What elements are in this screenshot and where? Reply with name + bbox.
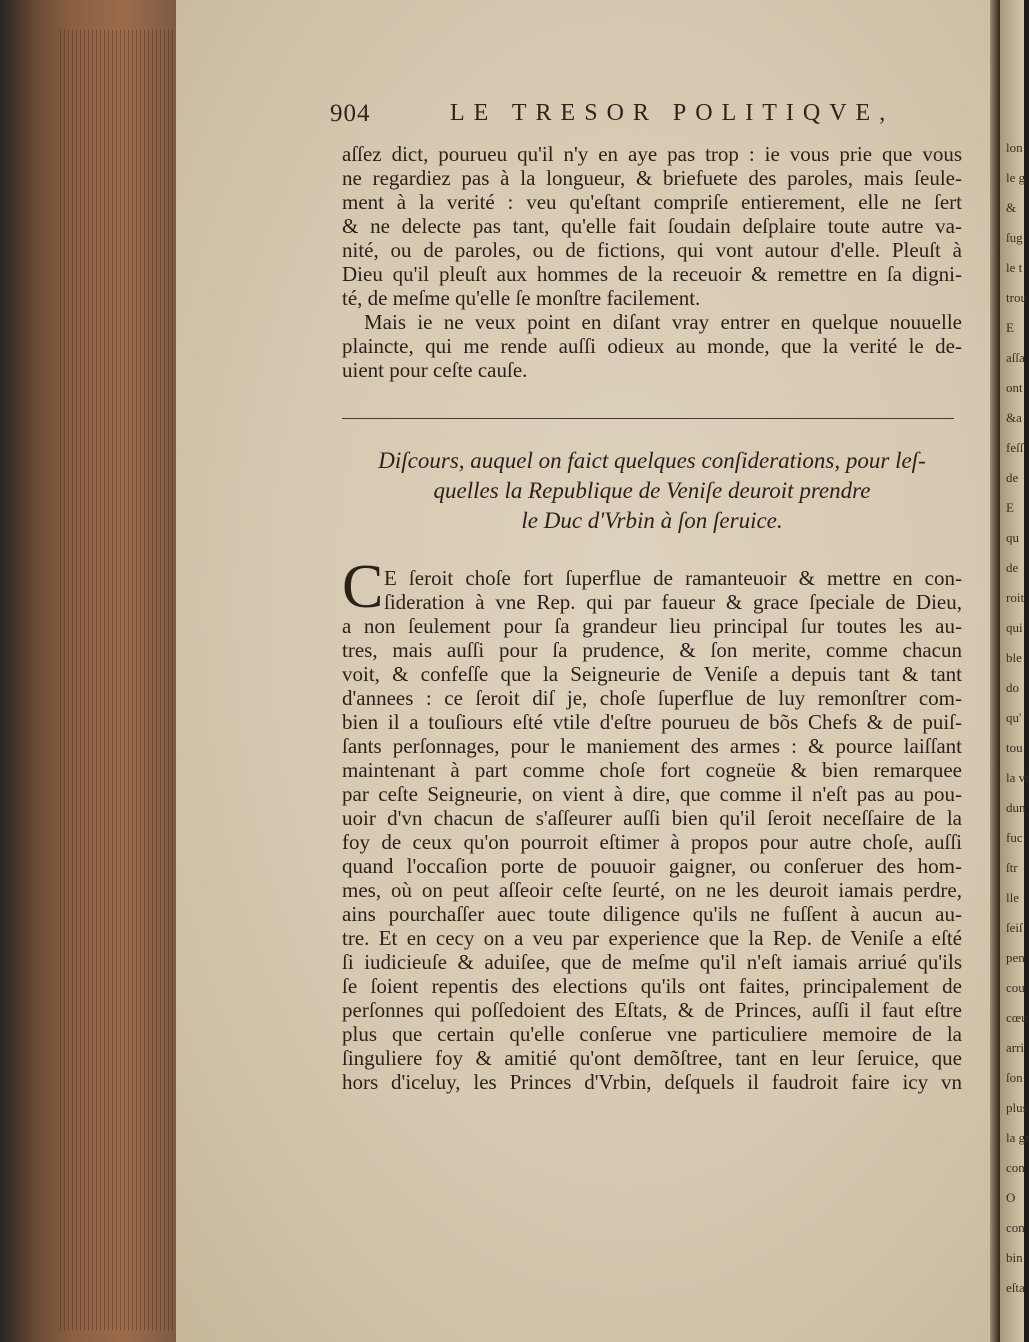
text-line: quand l'occaſion porte de pouuoir gaigner, ou conſeruer des hom- [342,854,962,878]
text-line: plaincte, qui me rende auſſi odieux au monde, que la verité le de- [342,334,962,358]
body-paragraph [342,566,962,1094]
facing-page-text-fragment: la vi [1006,770,1029,785]
facing-page-text-fragment: roit [1006,590,1025,605]
facing-page-text-fragment: arri [1006,1040,1025,1055]
facing-page-text-fragment: E [1006,500,1014,515]
text-line: hors d'iceluy, les Princes d'Vrbin, deſquels il faudroit faire icy vn [342,1070,962,1094]
text-line: voit, & confeſſe que la Seigneurie de Veniſe a depuis tant & tant [342,662,962,686]
top-paragraph [342,142,962,382]
page-number: 904 [330,100,371,127]
facing-page-text-fragment: eſta [1006,1280,1025,1295]
text-line: ſe ſoient repentis des elections qu'ils ont faites, principalement de [342,974,962,998]
heading-line: le Duc d'Vrbin à ſon ſeruice. [521,508,783,533]
text-line: aſſez dict, pourueu qu'il n'y en aye pas trop : ie vous prie que vous [342,142,962,166]
facing-page-text-fragment: pen [1006,950,1025,965]
text-line: ſinguliere foy & amitié qu'ont demõſtree, tant en leur ſeruice, que [342,1046,962,1070]
text-line: nité, ou de paroles, ou de fictions, qui vont autour d'elle. Pleuſt à [342,238,962,262]
text-line: Mais ie ne veux point en diſant vray entrer en quelque nouuelle [364,310,962,334]
facing-page-text-fragment: plus [1006,1100,1028,1115]
text-line: perſonnes qui poſſedoient des Eſtats, & de Princes, auſſi il faut eſtre [342,998,962,1022]
text-line: a non ſeulement pour ſa grandeur lieu principal ſur toutes les au- [342,614,962,638]
facing-page-text-fragment: ſeiſ [1006,920,1023,935]
facing-page-text-fragment: le t [1006,260,1023,275]
facing-page-text-fragment: ont [1006,380,1023,395]
facing-page-text-fragment: lle [1006,890,1019,905]
facing-page-text-fragment: O [1006,1190,1016,1205]
section-rule [342,418,954,419]
text-line: ſideration à vne Rep. qui par faueur & grace ſpeciale de Dieu, [384,590,962,614]
facing-page-text-fragment: ſtr [1006,860,1018,875]
facing-page-text-fragment: de [1006,560,1019,575]
text-line: Dieu qu'il pleuſt aux hommes de la receuoir & remettre en ſa digni- [342,262,962,286]
facing-page-text-fragment: de [1006,470,1019,485]
text-line: plus que certain qu'elle conſerue vne particuliere memoire de la [342,1022,962,1046]
facing-page-text-fragment: fuc [1006,830,1023,845]
facing-page-text-fragment: tou [1006,740,1023,755]
text-line: E ſeroit choſe fort ſuperflue de ramanteuoir & mettre en con- [384,566,962,590]
facing-page-text-fragment: qu [1006,530,1019,545]
facing-page-text-fragment: ble [1006,650,1022,665]
facing-page-text-fragment: & [1006,200,1017,215]
facing-page-text-fragment: qu' [1006,710,1022,725]
text-line: ment à la verité : veu qu'eſtant compriſe entierement, elle ne ſert [342,190,962,214]
heading-line: quelles la Republique de Veniſe deuroit prendre [433,478,871,503]
text-line: foy de ceux qu'on pourroit eſtimer à propos pour autre choſe, auſſi [342,830,962,854]
text-line: d'annees : ce ſeroit diſ je, choſe ſuperflue de luy remonſtrer com- [342,686,962,710]
facing-page-text-fragment: le g [1006,170,1026,185]
text-line: té, de meſme qu'elle ſe monſtre facilement. [342,286,701,310]
text-line: uoir d'vn chacun de s'aſſeurer auſſi bien qu'il ſeroit neceſſaire de la [342,806,962,830]
facing-page-text-fragment: lon [1006,140,1023,155]
facing-page-fragment [1000,0,1029,1342]
text-line: ains pourchaſſer auec toute diligence qu'ils ne fuſſent à aucun au- [342,902,962,926]
page-header [330,100,895,140]
text-line: ſants perſonnages, pour le maniement des armes : & pource laiſſant [342,734,962,758]
facing-page-text-fragment: dun [1006,800,1026,815]
facing-page-text-fragment: ſug [1006,230,1023,245]
section-heading [342,446,962,536]
facing-page-text-fragment: la gr [1006,1130,1029,1145]
facing-page-text-fragment: bin [1006,1250,1023,1265]
drop-cap: C [342,553,384,621]
facing-page-text-fragment: feſſ [1006,440,1024,455]
book-gutter [990,0,1000,1342]
facing-page-text-fragment: aſſa [1006,350,1025,365]
facing-page-text-fragment: cou [1006,980,1025,995]
facing-page-text-fragment: con [1006,1160,1025,1175]
text-line: par ceſte Seigneurie, on vient à dire, que comme il n'eſt pas au pou- [342,782,962,806]
facing-page-text-fragment: do [1006,680,1019,695]
facing-page-text-fragment: qui [1006,620,1023,635]
facing-page-text-fragment: trou [1006,290,1027,305]
facing-page-text-fragment: &a [1006,410,1022,425]
text-line: uient pour ceſte cauſe. [342,358,528,382]
heading-line: Diſcours, auquel on faict quelques conſiderations, pour leſ- [378,448,926,473]
facing-page-text-fragment: con [1006,1220,1025,1235]
text-line: ſi iudicieuſe & aduiſee, que de meſme qu'il n'eſt iamais arriué qu'ils [342,950,962,974]
running-title: LE TRESOR POLITIQVE, [450,100,895,126]
facing-page-text-fragment: E [1006,320,1014,335]
page-edge-lines [60,30,178,1330]
text-line: ne regardiez pas à la longueur, & briefuete des paroles, mais ſeule- [342,166,962,190]
text-line: tre. Et en cecy on a veu par experience que la Rep. de Veniſe a eſté [342,926,962,950]
facing-page-text-fragment: cœu [1006,1010,1028,1025]
text-line: tres, mais auſſi pour ſa prudence, & ſon merite, comme chacun [342,638,962,662]
text-line: bien il a touſiours eſté vtile d'eſtre pourueu de bõs Chefs & de puiſ- [342,710,962,734]
text-line: mes, où on peut aſſeoir ceſte ſeurté, on ne les deuroit iamais perdre, [342,878,962,902]
facing-page-text-fragment: ſon [1006,1070,1023,1085]
text-line: & ne delecte pas tant, qu'elle fait ſoudain deſplaire toute autre va- [342,214,962,238]
text-line: maintenant à part comme choſe fort cogneüe & bien remarquee [342,758,962,782]
